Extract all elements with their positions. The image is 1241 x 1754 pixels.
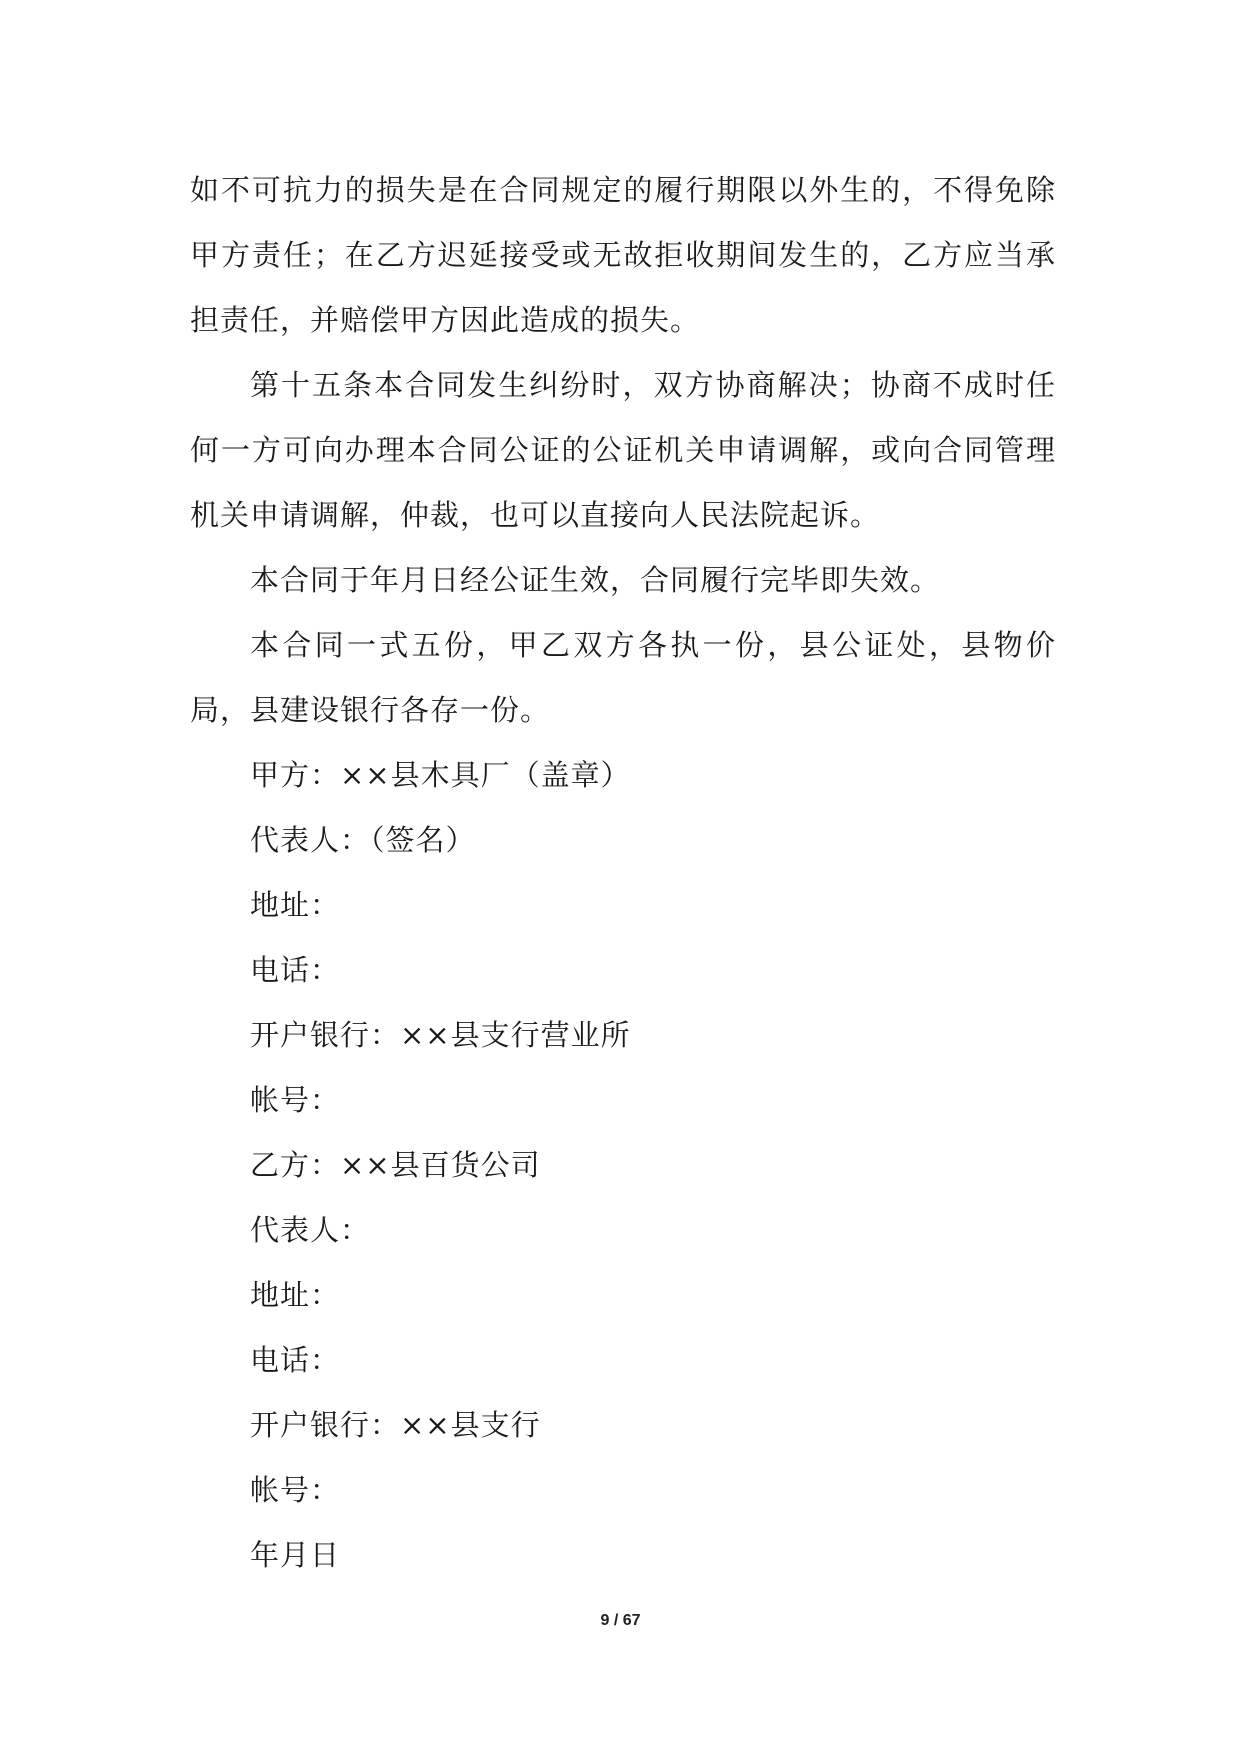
party-b-representative: 代表人： [250, 1213, 371, 1247]
party-a-representative: 代表人：（签名） [250, 823, 476, 857]
party-b-bank: 开户银行：××县支行 [250, 1408, 541, 1442]
signing-date: 年月日 [250, 1538, 341, 1572]
party-b-name: 乙方：××县百货公司 [250, 1148, 541, 1182]
paragraph-article-15: 第十五条本合同发生纠纷时，双方协商解决；协商不成时任何一方可向办理本合同公证的公证机关申请调解，或向合同管理机关申请调解，仲裁，也可以直接向人民法院起诉。 [190, 368, 1056, 532]
page-number: 9 / 67 [600, 1612, 641, 1629]
party-a-phone: 电话： [250, 953, 341, 987]
party-b-phone: 电话： [250, 1343, 341, 1377]
paragraph-copies: 本合同一式五份，甲乙双方各执一份，县公证处，县物价局，县建设银行各存一份。 [190, 628, 1056, 727]
party-b-account: 帐号： [250, 1473, 341, 1507]
paragraph-effective-date: 本合同于年月日经公证生效，合同履行完毕即失效。 [250, 563, 941, 597]
party-a-bank: 开户银行：××县支行营业所 [250, 1018, 631, 1052]
party-b-address: 地址： [250, 1278, 341, 1312]
party-a-account: 帐号： [250, 1083, 341, 1117]
paragraph-force-majeure: 如不可抗力的损失是在合同规定的履行期限以外生的，不得免除甲方责任；在乙方迟延接受或无故拒收期间发生的，乙方应当承担责任，并赔偿甲方因此造成的损失。 [190, 173, 1056, 337]
party-a-address: 地址： [250, 888, 341, 922]
party-a-name: 甲方：××县木具厂（盖章） [250, 758, 631, 792]
document-body [190, 158, 1056, 1588]
